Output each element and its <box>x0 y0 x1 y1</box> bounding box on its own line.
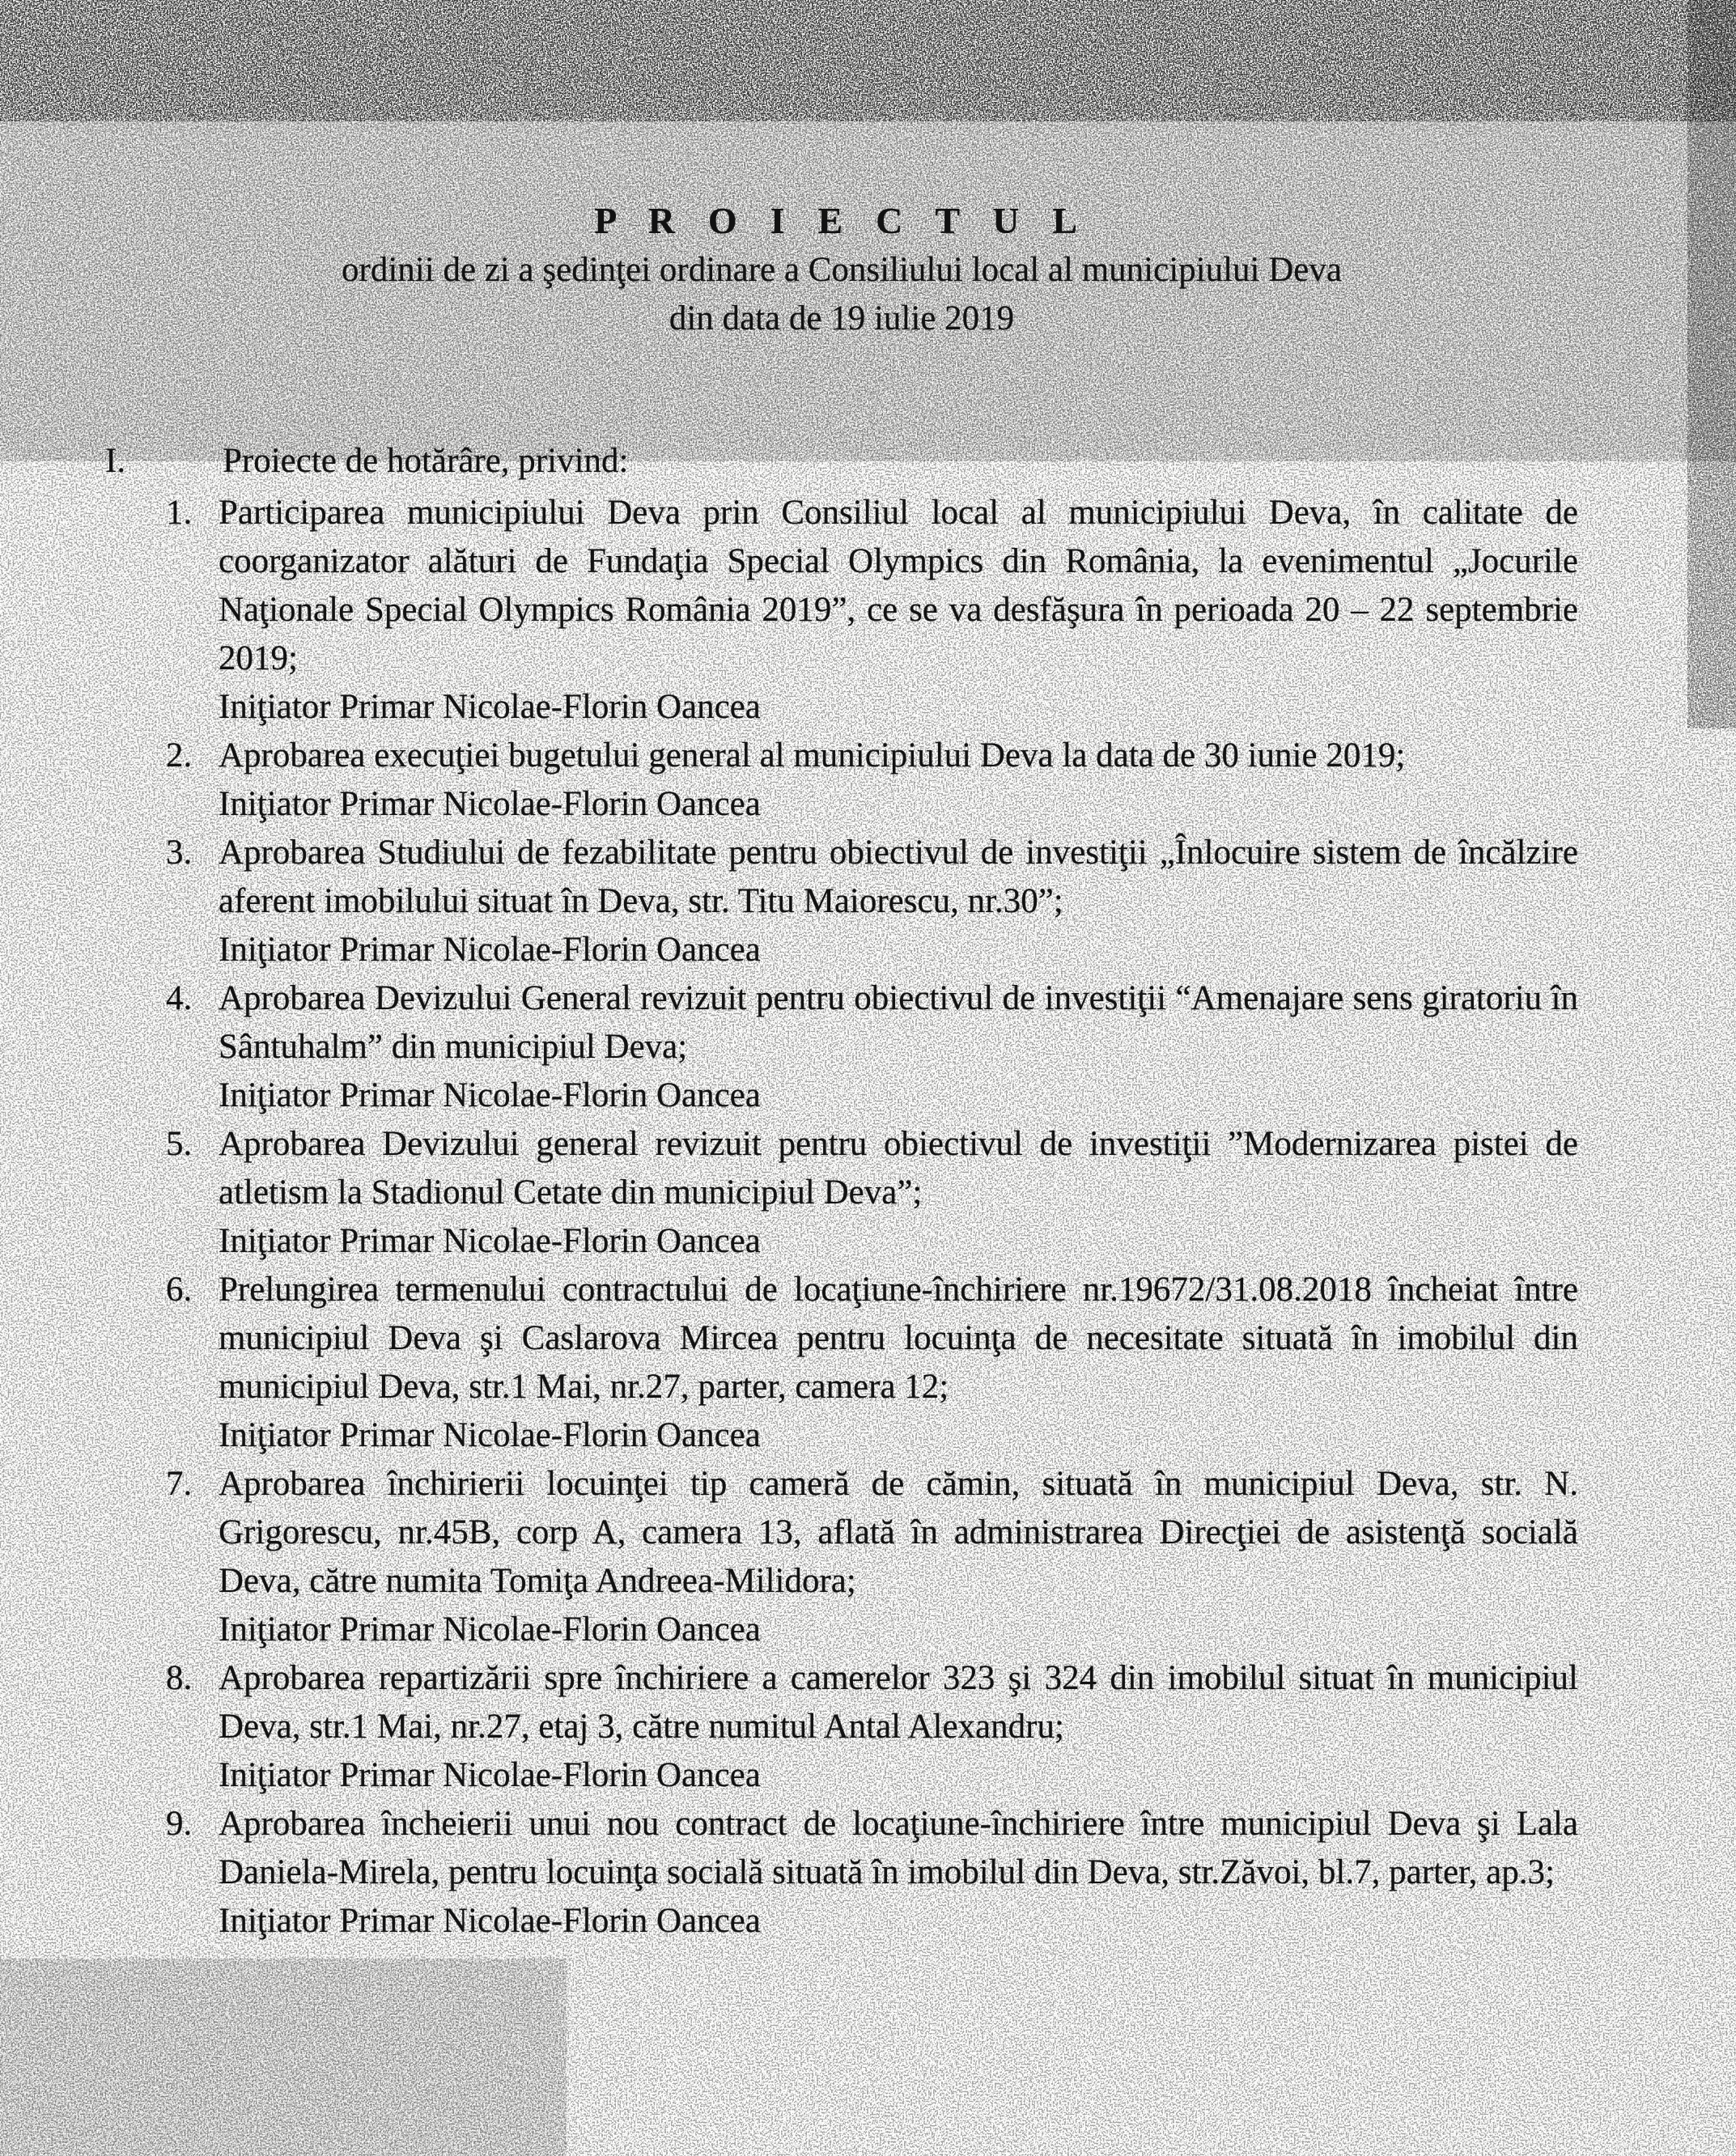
item-initiator: Iniţiator Primar Nicolae-Florin Oancea <box>219 1756 761 1794</box>
item-text: Prelungirea termenului contractului de locaţiune-închiriere nr.19672/31.08.2018 încheiat între municipiul Deva şi Caslarova Mircea pentru locuinţa de necesitate situată în imobilul din municipiul Deva, str.1 Mai, nr.27, parter, camera 12; <box>219 1271 1578 1406</box>
item-initiator: Iniţiator Primar Nicolae-Florin Oancea <box>219 1222 761 1260</box>
item-body <box>219 1654 1578 1800</box>
agenda-item-2 <box>166 732 1578 829</box>
agenda-item-5 <box>166 1120 1578 1266</box>
item-number: 7. <box>166 1465 193 1503</box>
agenda-item-8 <box>166 1654 1578 1800</box>
item-initiator: Iniţiator Primar Nicolae-Florin Oancea <box>219 931 761 969</box>
item-body <box>219 489 1578 732</box>
section-numeral: I. <box>105 442 126 480</box>
item-initiator: Iniţiator Primar Nicolae-Florin Oancea <box>219 1076 761 1114</box>
item-number: 2. <box>166 736 193 775</box>
agenda-item-7 <box>166 1460 1578 1654</box>
item-initiator: Iniţiator Primar Nicolae-Florin Oancea <box>219 785 761 823</box>
item-text: Aprobarea execuţiei bugetului general al municipiului Deva la data de 30 iunie 2019; <box>219 736 1406 775</box>
item-number: 1. <box>166 494 193 532</box>
item-number: 4. <box>166 979 193 1017</box>
document-title: P R O I E C T U L <box>594 200 1089 241</box>
item-initiator: Iniţiator Primar Nicolae-Florin Oancea <box>219 1611 761 1649</box>
item-text: Participarea municipiului Deva prin Consiliul local al municipiului Deva, în calitate de coorganizator alături de Fundaţia Special Olympics din România, la evenimentul „Jocurile Naţionale Special Olympics România 2019”, ce se va desfăşura în perioada 20 – 22 septembrie 2019; <box>219 494 1578 677</box>
agenda-item-1 <box>166 489 1578 732</box>
item-initiator: Iniţiator Primar Nicolae-Florin Oancea <box>219 1416 761 1454</box>
item-body <box>219 1460 1578 1654</box>
item-body <box>219 1266 1578 1460</box>
item-number: 6. <box>166 1271 193 1309</box>
item-text: Aprobarea Devizului general revizuit pentru obiectivul de investiţii ”Modernizarea pistei de atletism la Stadionul Cetate din municipiul Deva”; <box>219 1125 1578 1212</box>
item-text: Aprobarea închirierii locuinţei tip cameră de cămin, situată în municipiul Deva, str. N. Grigorescu, nr.45B, corp A, camera 13, aflată în administrarea Direcţiei de asistenţă socială Deva, către numita Tomiţa Andreea-Milidora; <box>219 1465 1578 1600</box>
item-text: Aprobarea repartizării spre închiriere a camerelor 323 şi 324 din imobilul situat în municipiul Deva, str.1 Mai, nr.27, etaj 3, către numitul Antal Alexandru; <box>219 1659 1578 1746</box>
item-body <box>219 1800 1578 1946</box>
item-text: Aprobarea încheierii unui nou contract de locaţiune-închiriere între municipiul Deva şi Lala Daniela-Mirela, pentru locuinţa socială situată în imobilul din Deva, str.Zăvoi, bl.7, parter, ap.3; <box>219 1805 1578 1891</box>
agenda-item-3 <box>166 829 1578 974</box>
document-header <box>105 196 1578 343</box>
item-text: Aprobarea Studiului de fezabilitate pentru obiectivul de investiţii „Înlocuire sistem de încălzire aferent imobilului situat în Deva, str. Titu Maiorescu, nr.30”; <box>219 834 1578 920</box>
section-heading: Proiecte de hotărâre, privind: <box>223 442 629 480</box>
agenda-item-6 <box>166 1266 1578 1460</box>
document-subtitle-line1: ordinii de zi a şedinţei ordinare a Consiliului local al municipiului Deva <box>342 251 1342 289</box>
agenda-items-list <box>166 489 1578 1946</box>
item-initiator: Iniţiator Primar Nicolae-Florin Oancea <box>219 1902 761 1940</box>
item-initiator: Iniţiator Primar Nicolae-Florin Oancea <box>219 688 761 726</box>
item-body <box>219 1120 1578 1266</box>
item-number: 8. <box>166 1659 193 1697</box>
item-number: 5. <box>166 1125 193 1163</box>
agenda-item-4 <box>166 974 1578 1120</box>
item-text: Aprobarea Devizului General revizuit pentru obiectivul de investiţii “Amenajare sens giratoriu în Sântuhalm” din municipiul Deva; <box>219 979 1578 1066</box>
section-heading-row <box>105 437 1578 486</box>
item-body <box>219 829 1578 974</box>
item-number: 9. <box>166 1805 193 1843</box>
item-body <box>219 732 1578 829</box>
agenda-section <box>105 437 1578 1946</box>
document-subtitle-line2: din data de 19 iulie 2019 <box>669 299 1015 337</box>
item-number: 3. <box>166 834 193 872</box>
agenda-item-9 <box>166 1800 1578 1946</box>
item-body <box>219 974 1578 1120</box>
